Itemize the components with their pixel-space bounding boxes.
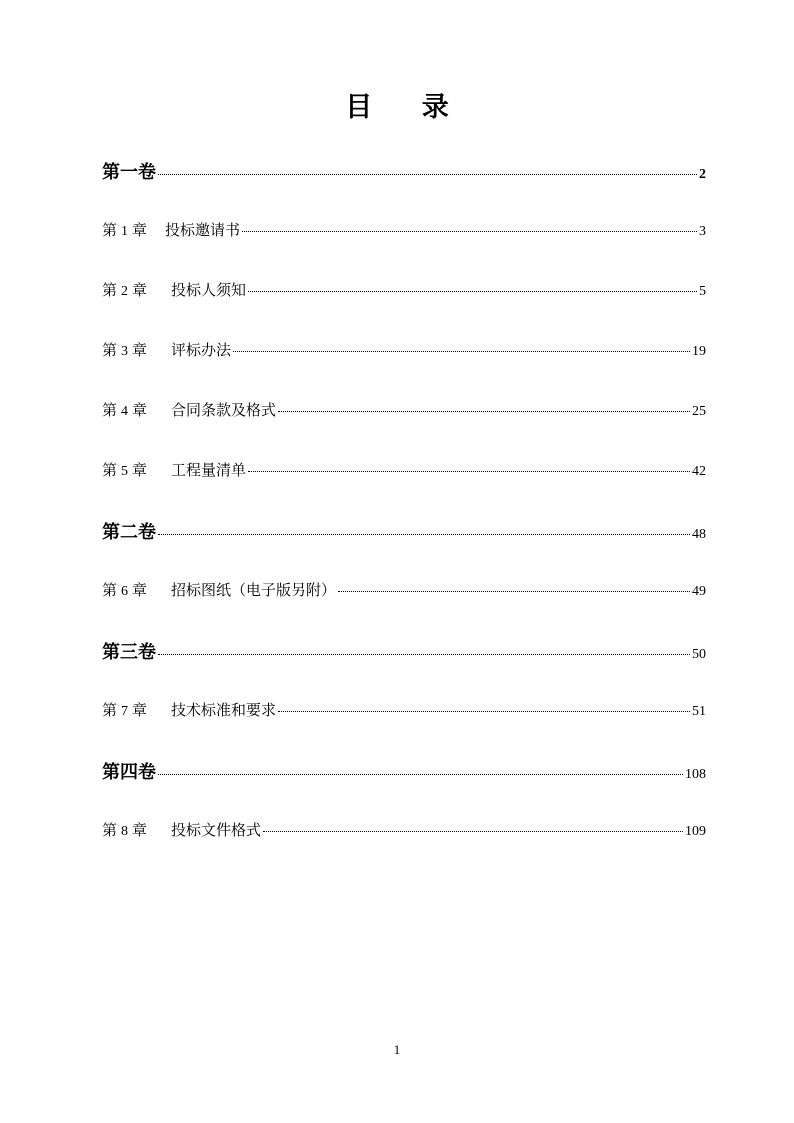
chapter-title: 工程量清单 <box>171 461 247 479</box>
chapter-number: 5 <box>121 464 129 479</box>
chapter-title: 投标人须知 <box>171 281 247 299</box>
toc-chapter-label <box>102 219 240 240</box>
toc-dot-leader <box>338 590 690 592</box>
toc-dot-leader <box>233 350 690 352</box>
toc-dot-leader <box>242 230 697 232</box>
toc-entry-chapter-7[interactable] <box>102 699 706 720</box>
chapter-number: 7 <box>121 704 129 719</box>
toc-chapter-label <box>102 819 261 840</box>
toc-entry-volume-2[interactable] <box>102 518 706 544</box>
toc-entry-chapter-2[interactable] <box>102 279 706 300</box>
chapter-number: 3 <box>121 344 129 359</box>
toc-entry-chapter-5[interactable] <box>102 459 706 480</box>
toc-dot-leader <box>263 830 683 832</box>
toc-page-number: 42 <box>692 464 706 479</box>
chapter-suffix: 章 <box>132 281 148 299</box>
toc-entry-volume-4[interactable] <box>102 758 706 784</box>
chapter-suffix: 章 <box>132 341 148 359</box>
toc-entry-chapter-1[interactable] <box>102 219 706 240</box>
toc-entry-chapter-6[interactable] <box>102 579 706 600</box>
toc-volume-label: 第二卷 <box>102 522 156 543</box>
chapter-title: 评标办法 <box>171 341 232 359</box>
chapter-prefix: 第 <box>102 821 118 839</box>
toc-entry-chapter-4[interactable] <box>102 399 706 420</box>
toc-entry-volume-3[interactable] <box>102 638 706 664</box>
toc-page-number: 3 <box>699 224 706 239</box>
toc-dot-leader <box>248 470 690 472</box>
chapter-prefix: 第 <box>102 461 118 479</box>
toc-page-number: 108 <box>685 767 706 782</box>
toc-entry-chapter-3[interactable] <box>102 339 706 360</box>
chapter-prefix: 第 <box>102 581 118 599</box>
chapter-prefix: 第 <box>102 701 118 719</box>
toc-dot-leader <box>158 653 690 655</box>
toc-dot-leader <box>248 290 697 292</box>
toc-dot-leader <box>158 773 683 775</box>
toc-page-number: 2 <box>699 167 706 182</box>
chapter-prefix: 第 <box>102 401 118 419</box>
toc-dot-leader <box>158 173 697 175</box>
chapter-number: 2 <box>121 284 129 299</box>
toc-chapter-label <box>102 279 246 300</box>
page-title: 目 录 <box>345 92 469 123</box>
chapter-number: 4 <box>121 404 129 419</box>
chapter-suffix: 章 <box>132 581 148 599</box>
toc-dot-leader <box>278 710 690 712</box>
toc-page-number: 109 <box>685 824 706 839</box>
toc-dot-leader <box>158 533 690 535</box>
chapter-suffix: 章 <box>132 821 148 839</box>
toc-volume-label: 第四卷 <box>102 762 156 783</box>
chapter-number: 8 <box>121 824 129 839</box>
toc-page-number: 25 <box>692 404 706 419</box>
toc-volume-label: 第三卷 <box>102 642 156 663</box>
chapter-title: 投标文件格式 <box>171 821 262 839</box>
toc-chapter-label <box>102 339 231 360</box>
chapter-number: 1 <box>121 224 129 239</box>
toc-page-number: 19 <box>692 344 706 359</box>
chapter-suffix: 章 <box>132 701 148 719</box>
chapter-number: 6 <box>121 584 129 599</box>
toc-chapter-label <box>102 579 336 600</box>
chapter-title: 合同条款及格式 <box>171 401 277 419</box>
toc-page-number: 51 <box>692 704 706 719</box>
toc-page-number: 5 <box>699 284 706 299</box>
toc-dot-leader <box>278 410 690 412</box>
chapter-prefix: 第 <box>102 281 118 299</box>
page-number: 1 <box>393 1042 401 1057</box>
toc-entry-volume-1[interactable] <box>102 158 706 184</box>
toc-chapter-label <box>102 399 276 420</box>
chapter-suffix: 章 <box>132 221 148 239</box>
toc-page-number: 48 <box>692 527 706 542</box>
chapter-title: 技术标准和要求 <box>171 701 277 719</box>
toc-chapter-label <box>102 699 276 720</box>
toc-chapter-label <box>102 459 246 480</box>
chapter-prefix: 第 <box>102 221 118 239</box>
chapter-title: 招标图纸（电子版另附） <box>171 581 337 599</box>
chapter-prefix: 第 <box>102 341 118 359</box>
chapter-title: 投标邀请书 <box>165 221 241 239</box>
chapter-suffix: 章 <box>132 401 148 419</box>
toc-volume-label: 第一卷 <box>102 162 156 183</box>
toc-entry-chapter-8[interactable] <box>102 819 706 840</box>
chapter-suffix: 章 <box>132 461 148 479</box>
toc-page-number: 50 <box>692 647 706 662</box>
toc-page-number: 49 <box>692 584 706 599</box>
